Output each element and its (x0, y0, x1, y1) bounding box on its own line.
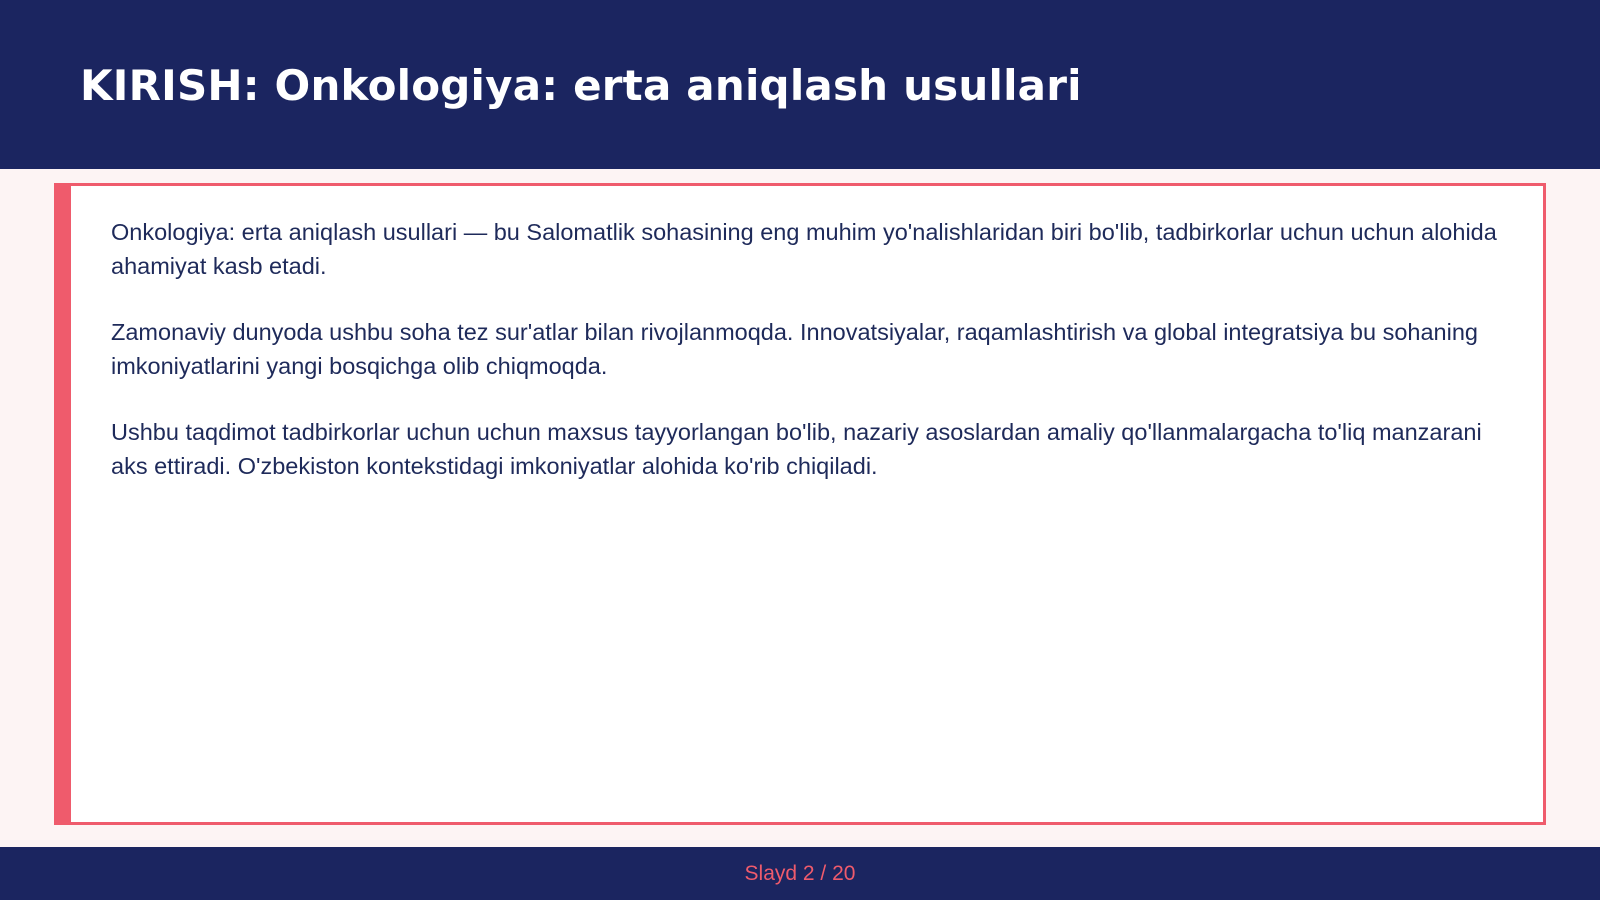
slide-footer (0, 847, 1600, 900)
development-paragraph: Zamonaviy dunyoda ushbu soha tez sur'atlar bilan rivojlanmoqda. Innovatsiyalar, raqamlashtirish va global integratsiya bu sohaning imkoniyatlarini yangi bosqichga olib chiqmoqda. (111, 319, 1478, 379)
introduction-paragraph: Onkologiya: erta aniqlash usullari — bu Salomatlik sohasining eng muhim yo'nalishlaridan biri bo'lib, tadbirkorlar uchun uchun alohida ahamiyat kasb etadi. (111, 219, 1497, 279)
slide-title: KIRISH: Onkologiya: erta aniqlash usullari (80, 61, 1082, 110)
presentation-purpose-paragraph: Ushbu taqdimot tadbirkorlar uchun uchun maxsus tayyorlangan bo'lib, nazariy asoslardan amaliy qo'llanmalargacha to'liq manzarani aks ettiradi. O'zbekiston kontekstidagi imkoniyatlar alohida ko'rib chiqiladi. (111, 419, 1482, 479)
slide-counter: Slayd 2 / 20 (744, 862, 856, 885)
slide-header (0, 0, 1600, 169)
content-card (54, 183, 1546, 825)
